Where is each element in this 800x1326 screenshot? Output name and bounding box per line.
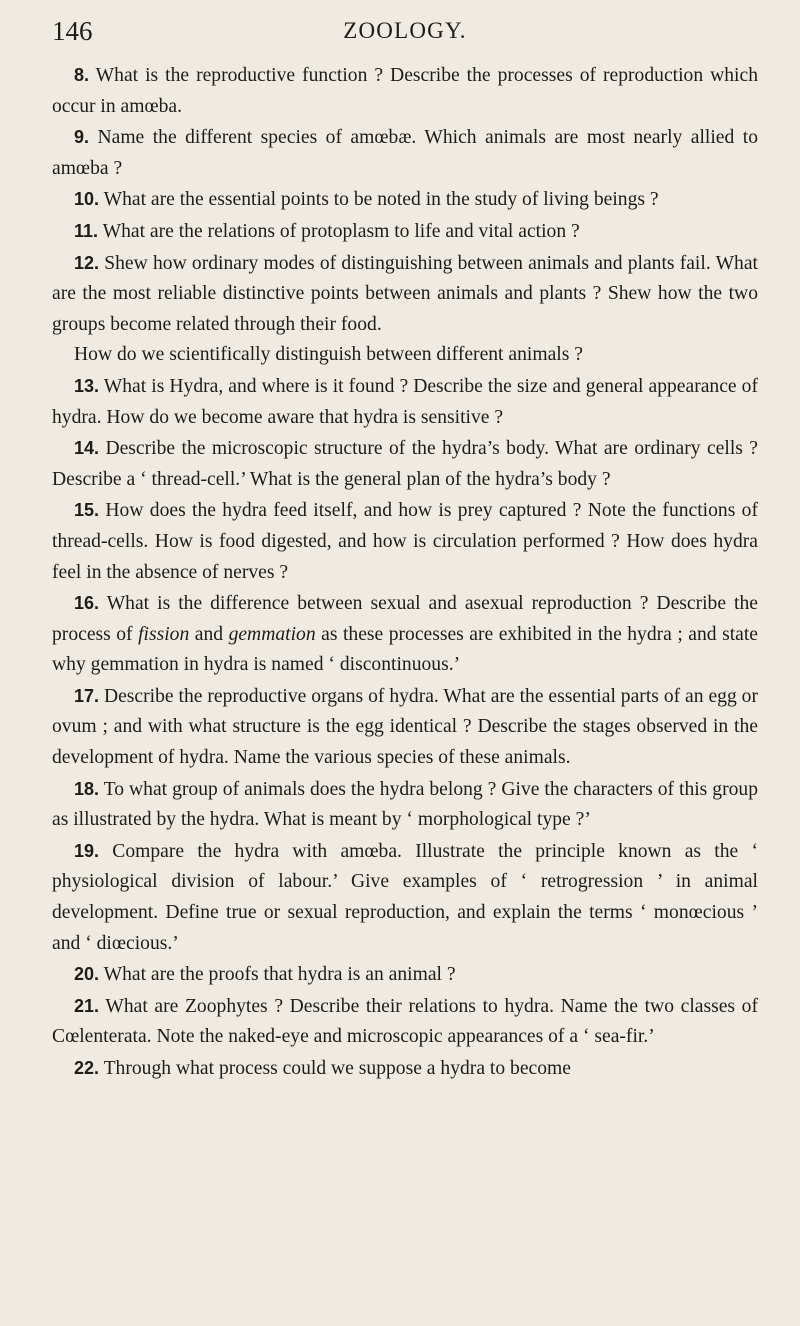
question-list — [52, 60, 758, 1085]
question-text: and — [194, 623, 224, 645]
page-header — [52, 0, 758, 60]
question-number: 19. — [74, 840, 100, 861]
question-8 — [52, 60, 758, 122]
question-text: How do we scientifically distinguish between different animals ? — [74, 344, 583, 366]
question-text: Name the different species of amœbæ. Which animals are most nearly allied to amœba ? — [52, 127, 758, 179]
question-number: 11. — [74, 220, 99, 241]
question-text: What is the reproductive function ? Describe the processes of reproduction which occur in amœba. — [52, 65, 758, 117]
question-text: What is the difference between sexual and asexual reproduction ? Describe the process of — [52, 593, 758, 645]
question-16 — [52, 588, 758, 681]
question-number: 12. — [74, 252, 100, 273]
question-number: 10. — [74, 189, 100, 210]
question-21 — [52, 991, 758, 1053]
page-number: 146 — [52, 16, 93, 46]
question-number: 13. — [74, 375, 100, 396]
question-number: 14. — [74, 438, 100, 459]
question-20 — [52, 959, 758, 991]
question-text: How does the hydra feed itself, and how is prey captured ? Note the functions of thread-cells. How is food digested, and how is circulation performed ? How does hydra feel in the absence of nerves ? — [52, 500, 758, 583]
question-text: What are the essential points to be noted in the study of living beings ? — [103, 189, 659, 211]
question-number: 22. — [74, 1058, 100, 1078]
question-12 — [52, 248, 758, 341]
question-text: as these processes are exhibited in the hydra ; and state why gemmation in hydra is named ‘ discontinuous.’ — [52, 623, 758, 676]
question-18 — [52, 774, 758, 836]
question-number: 8. — [74, 65, 90, 85]
question-text: Through what process could we suppose a hydra to become — [103, 1058, 571, 1079]
question-number: 20. — [74, 964, 100, 985]
question-text: What are the proofs that hydra is an animal ? — [103, 964, 456, 986]
question-19 — [52, 836, 758, 959]
question-text: Shew how ordinary modes of distinguishing between animals and plants fail. What are the most reliable distinctive points between animals and plants ? Shew how the two groups become related through their food. — [52, 252, 758, 335]
question-number: 9. — [74, 127, 90, 148]
question-text: Describe the microscopic structure of the hydra’s body. What are ordinary cells ? Describe a ‘ thread-cell.’ What is the general plan of the hydra’s body ? — [52, 438, 758, 490]
question-17 — [52, 681, 758, 774]
question-number: 15. — [74, 500, 100, 521]
question-number: 18. — [74, 778, 100, 799]
question-number: 16. — [74, 593, 100, 614]
question-text: To what group of animals does the hydra belong ? Give the characters of this group as illustrated by the hydra. What is meant by ‘ morphological type ?’ — [52, 778, 758, 831]
question-15 — [52, 495, 758, 588]
question-text: Describe the reproductive organs of hydra. What are the essential parts of an egg or ovum ; and with what structure is the egg identical ? Describe the stages observed in the development of hydra. Name the various species of these animals. — [52, 685, 758, 769]
italic-term: fission — [138, 623, 190, 645]
question-13 — [52, 371, 758, 433]
question-22 — [52, 1053, 758, 1085]
question-11 — [52, 216, 758, 248]
question-12-continued — [52, 340, 758, 371]
question-text: What are Zoophytes ? Describe their relations to hydra. Name the two classes of Cœlenterata. Note the naked-eye and microscopic appearances of a ‘ sea-fir.’ — [52, 995, 759, 1048]
question-text: What are the relations of protoplasm to life and vital action ? — [102, 220, 580, 242]
question-number: 17. — [74, 685, 100, 706]
running-head: ZOOLOGY. — [343, 18, 467, 43]
question-14 — [52, 433, 758, 495]
question-text: Compare the hydra with amœba. Illustrate the principle known as the ‘ physiological division of labour.’ Give examples of ‘ retrogression ’ in animal development. Define true or sexual reproduction, and explain the terms ‘ monœcious ’ and ‘ diœcious.’ — [52, 840, 758, 954]
question-10 — [52, 184, 758, 216]
italic-term: gemmation — [228, 623, 316, 645]
question-text: What is Hydra, and where is it found ? Describe the size and general appearance of hydra. How do we become aware that hydra is sensitive ? — [52, 375, 758, 428]
question-9 — [52, 122, 758, 184]
question-number: 21. — [74, 995, 100, 1016]
